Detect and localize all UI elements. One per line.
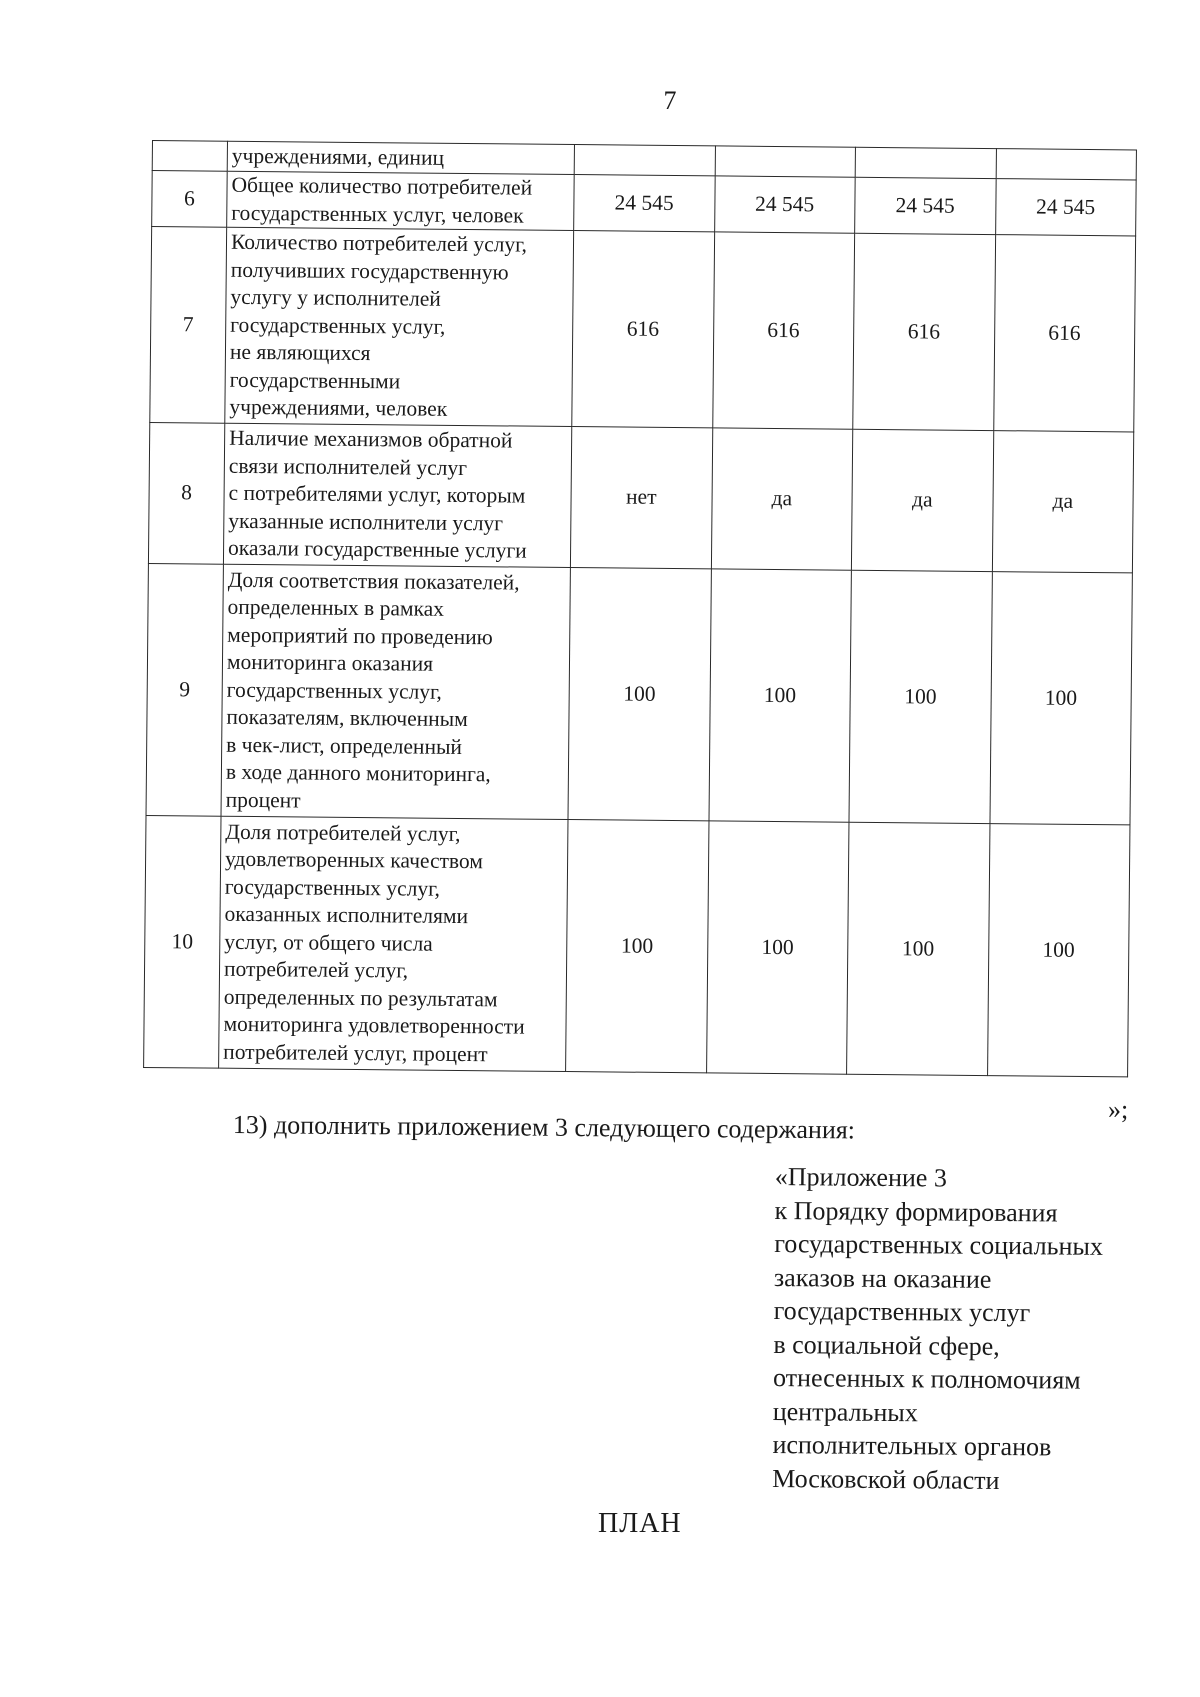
indicator-name-cell [221, 564, 570, 819]
page-number: 7 [663, 86, 677, 115]
indicator-name-line: оказанных исполнителями [224, 901, 469, 929]
table-row [148, 422, 1133, 572]
value-cell: 616 [712, 232, 854, 429]
value-cell: да [711, 428, 853, 570]
value-cell [996, 149, 1137, 180]
appendix-line: заказов на оказание [773, 1262, 992, 1294]
value-cell: 100 [566, 820, 709, 1073]
indicator-name-line: учреждениями, человек [229, 395, 448, 422]
indicator-name-line: Количество потребителей услуг, [230, 230, 528, 257]
indicator-name-line: процент [225, 787, 301, 813]
row-number-cell: 6 [152, 171, 228, 228]
appendix-line: государственных социальных [774, 1228, 1104, 1261]
indicator-name-cell [227, 171, 575, 230]
indicator-name-line: государственных услуг, [226, 677, 442, 704]
indicator-name-line: не являющихся [229, 340, 371, 366]
value-cell: нет [570, 427, 712, 569]
value-cell: да [992, 431, 1134, 573]
value-cell: 24 545 [855, 177, 996, 234]
indicator-name-cell [225, 227, 574, 426]
value-cell: 24 545 [714, 176, 855, 233]
indicator-name-cell [223, 423, 571, 567]
indicator-name-line: Наличие механизмов обратной [229, 426, 513, 453]
row-number-cell: 8 [148, 422, 224, 564]
indicator-name-line: оказали государственные услуги [227, 535, 527, 563]
appendix-line: Московской области [772, 1463, 1000, 1495]
indicator-name-line: в ходе данного мониторинга, [225, 759, 491, 787]
table-row [152, 171, 1136, 236]
value-cell: 100 [847, 822, 990, 1075]
value-cell: 100 [849, 570, 992, 823]
value-cell [715, 146, 856, 177]
indicator-name-line: государственными [229, 367, 401, 394]
table-row [144, 815, 1130, 1076]
value-cell [574, 145, 715, 176]
indicator-name-line: потребителей услуг, процент [223, 1039, 488, 1067]
value-cell: 100 [987, 824, 1130, 1077]
indicator-name-line: в чек-лист, определенный [226, 732, 463, 759]
indicator-name-line: Доля потребителей услуг, [225, 819, 461, 846]
indicator-name-cell [227, 141, 574, 174]
amendment-item-13: 13) дополнить приложением 3 следующего содержания: [232, 1110, 856, 1145]
row-number-cell [152, 141, 227, 172]
indicators-table-wrapper [143, 140, 1137, 1077]
indicator-name-cell [219, 816, 568, 1071]
appendix-line: к Порядку формирования [774, 1195, 1058, 1227]
indicator-name-line: потребителей услуг, [223, 956, 409, 983]
value-cell: 100 [989, 572, 1132, 825]
row-number-cell: 7 [150, 227, 227, 424]
value-cell: 100 [568, 568, 711, 821]
indicator-name-line: услуг, от общего числа [224, 929, 433, 956]
indicator-name-line: учреждениями, единиц [231, 143, 445, 170]
appendix-line: в социальной сфере, [773, 1329, 1000, 1361]
appendix-line: центральных [772, 1396, 918, 1427]
indicator-name-line: определенных в рамках [227, 594, 445, 622]
value-cell: 100 [708, 569, 851, 822]
indicator-name-line: мониторинга удовлетворенности [223, 1011, 525, 1039]
indicator-name-line: связи исполнителей услуг [228, 453, 468, 480]
indicator-name-line: с потребителями услуг, которым [228, 481, 526, 508]
indicator-name-line: государственных услуг, человек [231, 200, 524, 228]
table-row [146, 563, 1132, 824]
value-cell: 24 545 [995, 179, 1136, 236]
appendix-line: государственных услуг [773, 1295, 1031, 1328]
value-cell: 24 545 [574, 175, 715, 232]
value-cell: 100 [706, 821, 849, 1074]
indicator-name-line: получивших государственную [230, 257, 509, 285]
value-cell: да [851, 429, 993, 571]
indicator-name-line: указанные исполнители услуг [228, 508, 504, 536]
indicator-name-line: услугу у исполнителей [230, 285, 441, 312]
indicator-name-line: мероприятий по проведению [227, 622, 493, 650]
indicators-table [143, 140, 1137, 1077]
indicator-name-line: государственных услуг, [230, 312, 446, 339]
indicator-name-line: государственных услуг, [224, 874, 441, 901]
appendix-3-header [772, 1160, 1104, 1498]
appendix-line: отнесенных к полномочиям [772, 1362, 1081, 1395]
table-row [150, 227, 1136, 432]
appendix-line: исполнительных органов [772, 1429, 1052, 1462]
closing-quote-mark: »; [1108, 1095, 1129, 1124]
value-cell [855, 147, 996, 178]
row-number-cell: 9 [146, 563, 223, 816]
plan-title: ПЛАН [598, 1508, 682, 1539]
value-cell: 616 [993, 235, 1135, 432]
indicator-name-line: Доля соответствия показателей, [227, 567, 520, 595]
indicator-name-line: мониторинга оказания [226, 649, 434, 676]
value-cell: 616 [853, 233, 995, 430]
indicator-name-line: показателям, включенным [226, 704, 468, 732]
indicator-name-line: определенных по результатам [223, 984, 498, 1012]
indicator-name-line: Общее количество потребителей [231, 172, 533, 200]
value-cell: 616 [572, 231, 714, 428]
indicators-table-body [144, 141, 1137, 1077]
row-number-cell: 10 [144, 815, 221, 1068]
appendix-line: «Приложение 3 [774, 1161, 948, 1193]
indicator-name-line: удовлетворенных качеством [224, 846, 484, 874]
